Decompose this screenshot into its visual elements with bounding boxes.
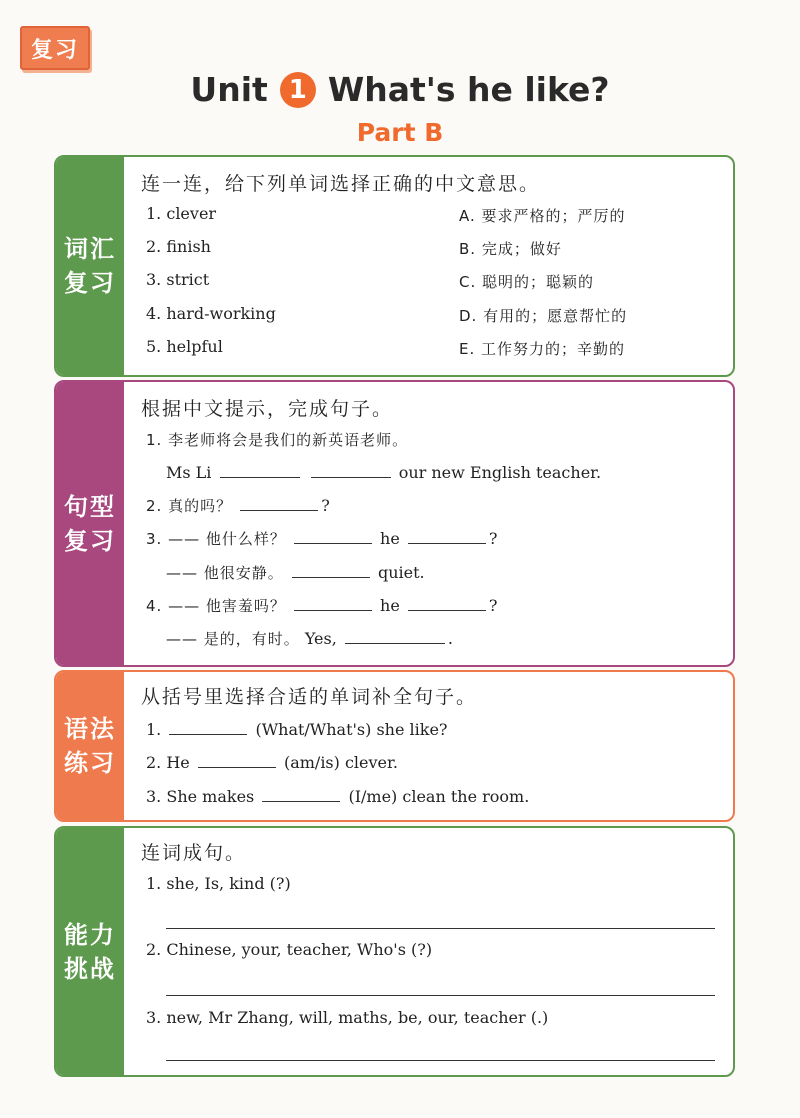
challenge-item-2: 2. Chinese, your, teacher, Who's (?) <box>146 940 433 959</box>
q2-cn: 2. 真的吗？ <box>146 497 233 515</box>
grammar-tag-line1: 语法 <box>64 715 116 743</box>
q3-b-cn: —— 他很安静。 <box>166 564 284 582</box>
challenge-answer-line-3[interactable] <box>166 1060 715 1061</box>
grammar-item-3-pre: 3. She makes <box>146 787 255 806</box>
q2-blank[interactable] <box>240 494 318 511</box>
grammar-item-1-post: (What/What's) she like? <box>255 720 448 739</box>
q3-b-blank[interactable] <box>292 561 370 578</box>
vocab-section <box>54 155 735 377</box>
grammar-section <box>54 670 735 822</box>
q3-a-blank-2[interactable] <box>408 527 486 544</box>
vocab-instruction: 连一连，给下列单词选择正确的中文意思。 <box>141 173 541 195</box>
challenge-item-3: 3. new, Mr Zhang, will, maths, be, our, teacher (.) <box>146 1008 549 1027</box>
page-title <box>0 70 800 109</box>
sentence-tag-line1: 句型 <box>64 492 116 521</box>
q3-a-end: ? <box>488 529 498 548</box>
grammar-tag-line2: 练习 <box>64 749 116 777</box>
title-prefix: Unit <box>190 70 268 109</box>
grammar-tag <box>56 672 124 820</box>
sentence-q1-en <box>166 461 601 482</box>
q4-a-cn: 4. —— 他害羞吗？ <box>146 597 286 615</box>
review-badge: 复习 <box>20 26 90 70</box>
vocab-meaning-b[interactable]: B. 完成；做好 <box>459 240 562 258</box>
challenge-tag <box>56 828 124 1075</box>
q1-en-end: our new English teacher. <box>398 463 602 482</box>
q1-blank-2[interactable] <box>311 461 391 478</box>
q4-b-blank[interactable] <box>345 627 445 644</box>
sentence-q4-b <box>166 627 453 649</box>
sentence-instruction: 根据中文提示，完成句子。 <box>141 398 394 420</box>
q3-a-cn: 3. —— 他什么样？ <box>146 530 286 548</box>
q4-b-cn: —— 是的，有时。 <box>166 630 300 648</box>
vocab-word-3[interactable]: 3. strict <box>146 270 210 289</box>
vocab-tag-line1: 词汇 <box>64 235 116 263</box>
sentence-q2 <box>146 494 330 516</box>
title-suffix: What's he like? <box>327 70 610 109</box>
grammar-item-3 <box>146 785 529 806</box>
q2-end: ? <box>321 496 330 515</box>
vocab-meaning-a[interactable]: A. 要求严格的；严厉的 <box>459 207 626 225</box>
vocab-tag <box>56 157 124 375</box>
q4-b-end: . <box>447 629 453 648</box>
q4-a-blank-2[interactable] <box>408 594 486 611</box>
q1-en-start: Ms Li <box>166 463 212 482</box>
sentence-q1-cn: 1. 李老师将会是我们的新英语老师。 <box>146 431 409 449</box>
vocab-meaning-d[interactable]: D. 有用的；愿意帮忙的 <box>459 307 628 325</box>
challenge-tag-line1: 能力 <box>64 920 116 949</box>
sentence-section <box>54 380 735 667</box>
grammar-item-3-post: (I/me) clean the room. <box>348 787 530 806</box>
grammar-item-2-blank[interactable] <box>198 751 276 768</box>
challenge-instruction: 连词成句。 <box>141 842 247 864</box>
grammar-item-2-pre: 2. He <box>146 753 190 772</box>
vocab-meaning-e[interactable]: E. 工作努力的；辛勤的 <box>459 340 626 358</box>
vocab-meaning-c[interactable]: C. 聪明的；聪颖的 <box>459 273 595 291</box>
q4-a-blank-1[interactable] <box>294 594 372 611</box>
q4-a-mid: he <box>380 596 400 615</box>
sentence-q4-a <box>146 594 498 616</box>
grammar-item-2-post: (am/is) clever. <box>283 753 398 772</box>
part-subtitle: Part B <box>356 118 444 147</box>
q3-a-blank-1[interactable] <box>294 527 372 544</box>
challenge-answer-line-1[interactable] <box>166 928 715 929</box>
grammar-item-1-blank[interactable] <box>169 718 247 735</box>
vocab-word-4[interactable]: 4. hard-working <box>146 304 276 323</box>
sentence-tag <box>56 382 124 665</box>
challenge-answer-line-2[interactable] <box>166 995 715 996</box>
sentence-q3-a <box>146 527 498 549</box>
vocab-tag-line2: 复习 <box>64 269 116 297</box>
challenge-item-1: 1. she, Is, kind (?) <box>146 874 291 893</box>
sentence-tag-line2: 复习 <box>64 526 116 555</box>
vocab-word-5[interactable]: 5. helpful <box>146 337 223 356</box>
grammar-item-1 <box>146 718 448 739</box>
q4-a-end: ? <box>488 596 498 615</box>
sentence-q3-b <box>166 561 425 583</box>
q4-b-en: Yes, <box>304 629 337 648</box>
grammar-item-2 <box>146 751 398 772</box>
q1-blank-1[interactable] <box>220 461 300 478</box>
challenge-tag-line2: 挑战 <box>64 954 116 983</box>
challenge-section <box>54 826 735 1077</box>
q3-a-mid: he <box>380 529 400 548</box>
grammar-item-1-pre: 1. <box>146 720 162 739</box>
unit-number-badge: 1 <box>280 72 316 108</box>
vocab-word-1[interactable]: 1. clever <box>146 204 217 223</box>
grammar-instruction: 从括号里选择合适的单词补全句子。 <box>141 686 478 708</box>
grammar-item-3-blank[interactable] <box>262 785 340 802</box>
vocab-word-2[interactable]: 2. finish <box>146 237 211 256</box>
q3-b-end: quiet. <box>377 563 425 582</box>
